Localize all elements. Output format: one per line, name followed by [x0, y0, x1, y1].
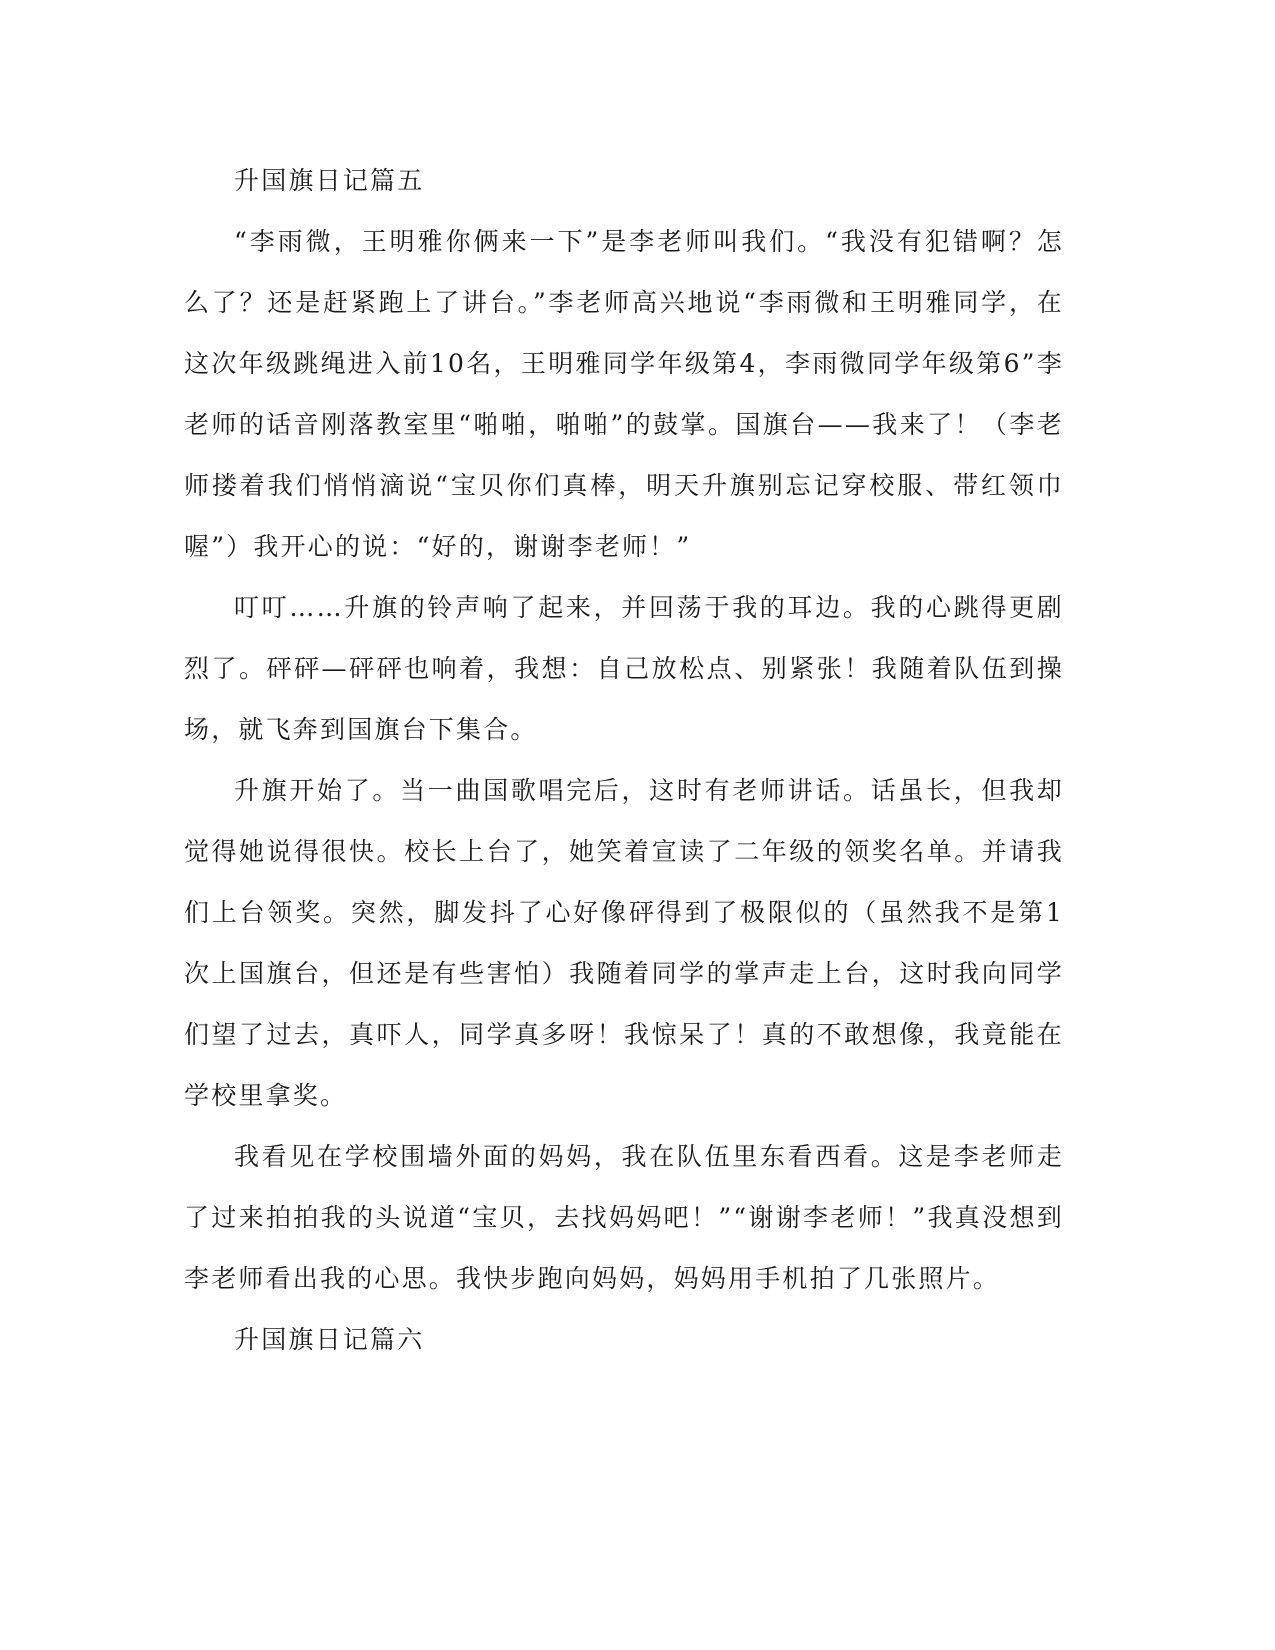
paragraph-1: “李雨微，王明雅你俩来一下”是李老师叫我们。“我没有犯错啊？怎么了？还是赶紧跑上了讲台。”李老师高兴地说“李雨微和王明雅同学，在这次年级跳绳进入前10名，王明雅同学年级第4，李雨微同学年级第6”李老师的话音刚落教室里“啪啪，啪啪”的鼓掌。国旗台——我来了！（李老师搂着我们悄悄滴说“宝贝你们真棒，明天升旗别忘记穿校服、带红领巾喔”）我开心的说：“好的，谢谢李老师！” — [184, 227, 1064, 561]
paragraph-2: 叮叮……升旗的铃声响了起来，并回荡于我的耳边。我的心跳得更剧烈了。砰砰—砰砰也响着，我想：自己放松点、别紧张！我随着队伍到操场，就飞奔到国旗台下集合。 — [184, 593, 1064, 744]
section-heading-6: 升国旗日记篇六 — [234, 1325, 425, 1354]
document-body — [184, 150, 1064, 1370]
section-heading-5: 升国旗日记篇五 — [234, 166, 425, 195]
paragraph-3: 升旗开始了。当一曲国歌唱完后，这时有老师讲话。话虽长，但我却觉得她说得很快。校长上台了，她笑着宣读了二年级的领奖名单。并请我们上台领奖。突然，脚发抖了心好像砰得到了极限似的（虽然我不是第1次上国旗台，但还是有些害怕）我随着同学的掌声走上台，这时我向同学们望了过去，真吓人，同学真多呀！我惊呆了！真的不敢想像，我竟能在学校里拿奖。 — [184, 776, 1064, 1110]
paragraph-4: 我看见在学校围墙外面的妈妈，我在队伍里东看西看。这是李老师走了过来拍拍我的头说道“宝贝，去找妈妈吧！”“谢谢李老师！”我真没想到李老师看出我的心思。我快步跑向妈妈，妈妈用手机拍了几张照片。 — [184, 1142, 1064, 1293]
